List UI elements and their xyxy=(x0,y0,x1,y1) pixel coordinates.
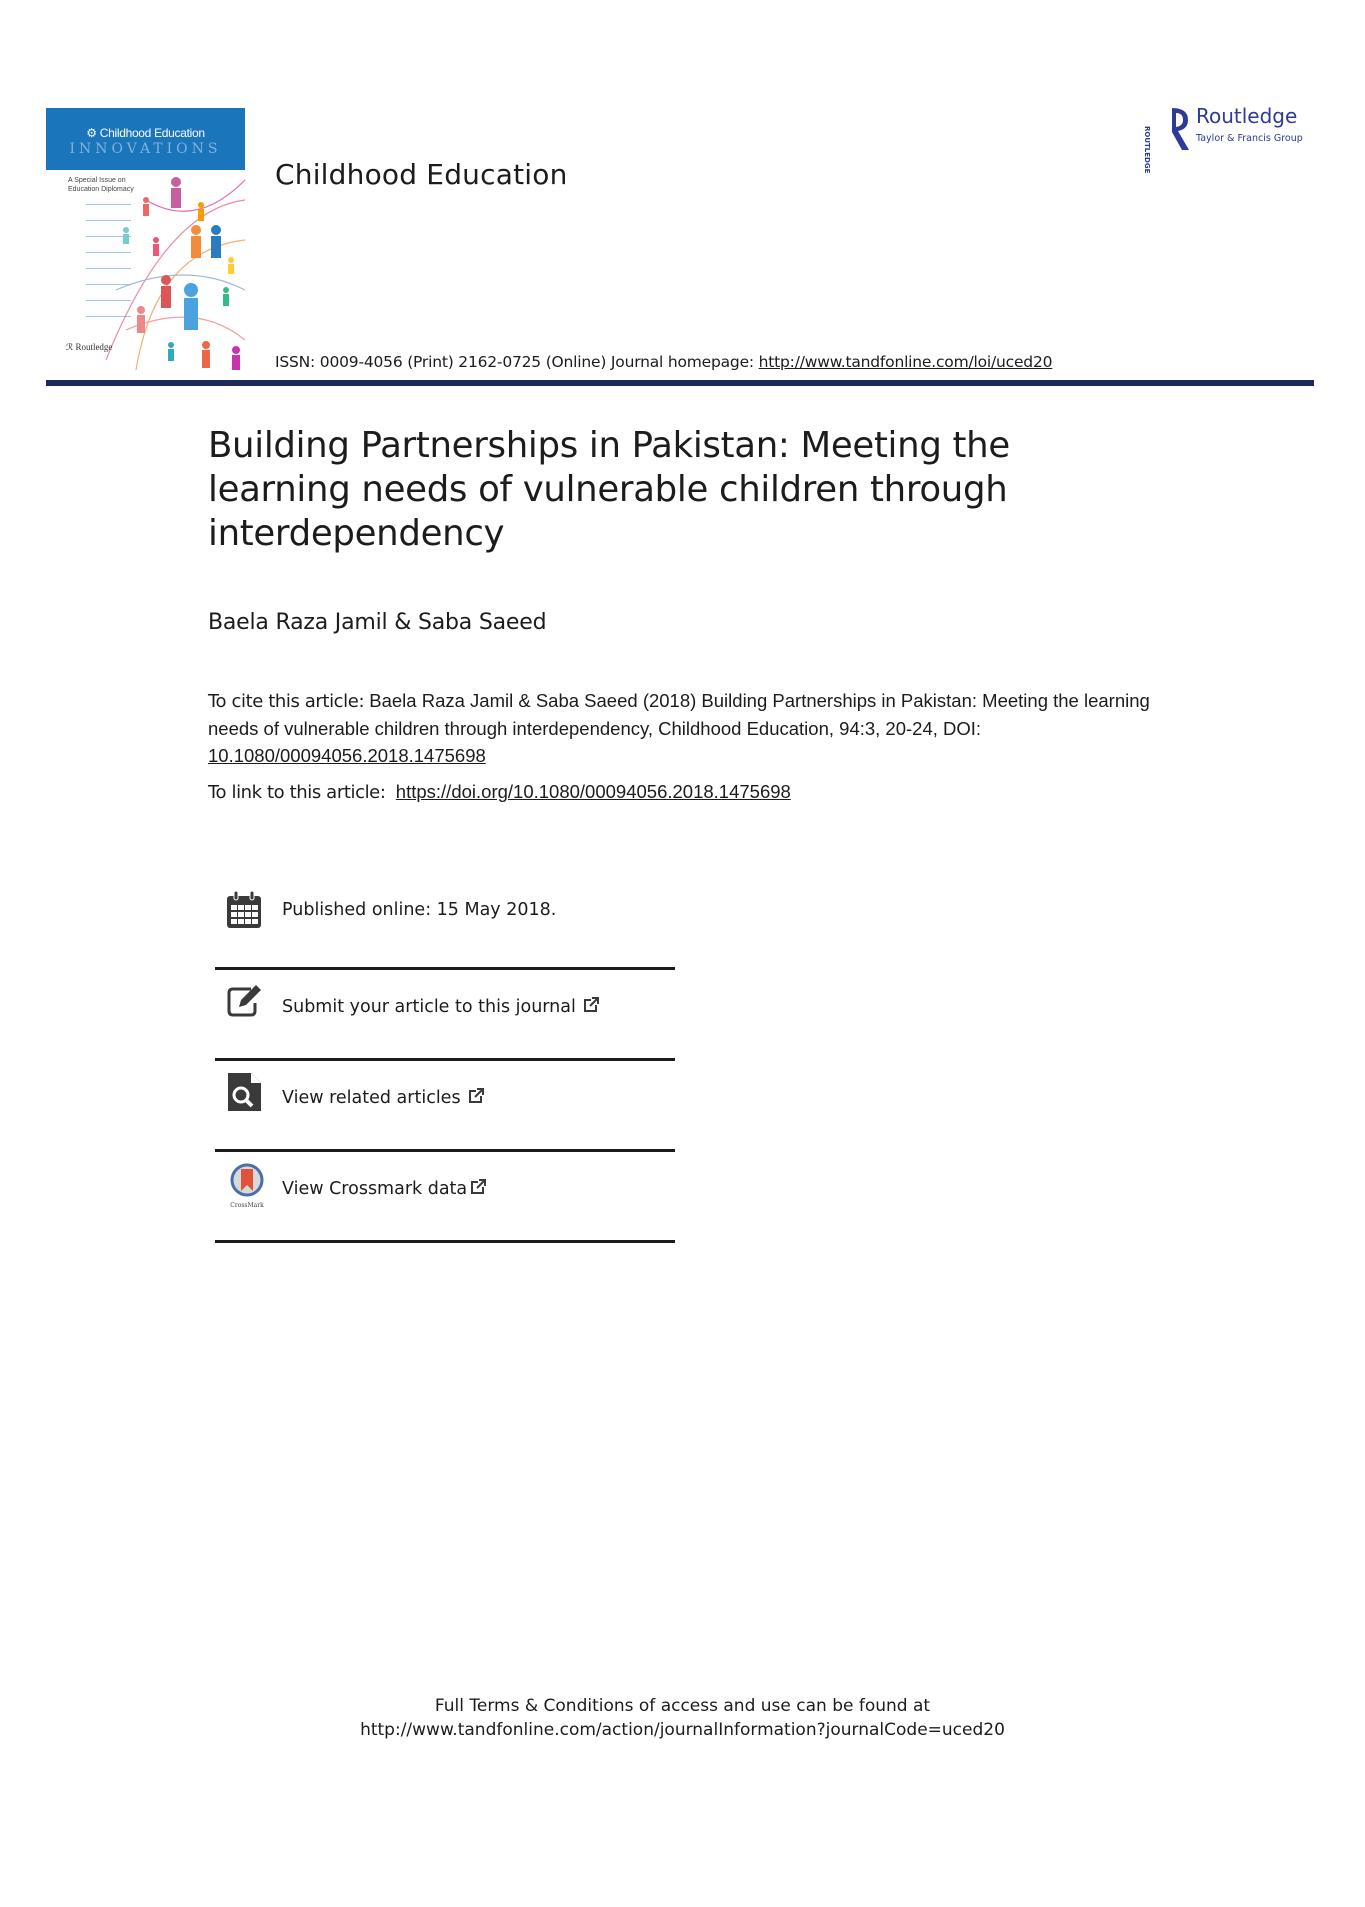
cover-illustration xyxy=(46,170,245,370)
cover-series: INNOVATIONS xyxy=(69,141,222,157)
crossmark-text: View Crossmark data xyxy=(282,1179,468,1199)
issn-text: ISSN: 0009-4056 (Print) 2162-0725 (Online) Journal homepage: xyxy=(275,353,759,371)
published-date: Published online: 15 May 2018. xyxy=(282,900,557,920)
article-link-line xyxy=(208,781,791,803)
crossmark-icon xyxy=(225,1163,269,1209)
external-link-icon xyxy=(467,1088,484,1104)
crossmark-logo-text: CrossMark xyxy=(230,1202,264,1209)
external-link-icon xyxy=(582,997,599,1013)
divider xyxy=(215,1058,675,1061)
related-articles-link[interactable] xyxy=(215,1066,675,1146)
crossmark-link[interactable] xyxy=(215,1157,675,1237)
cite-label: To cite this article: xyxy=(208,691,365,712)
terms-footer xyxy=(0,1694,1365,1742)
terms-line: Full Terms & Conditions of access and use can be found at xyxy=(434,1696,931,1716)
publisher-name: Routledge xyxy=(1196,104,1298,128)
issn-line xyxy=(275,353,1052,371)
edit-icon xyxy=(225,981,265,1021)
citation-block xyxy=(208,687,1168,769)
article-authors: Baela Raza Jamil & Saba Saeed xyxy=(208,610,547,635)
divider xyxy=(215,1240,675,1243)
publisher-tagline: Taylor & Francis Group xyxy=(1196,133,1303,144)
published-row xyxy=(215,890,675,934)
header-divider xyxy=(46,380,1314,386)
cover-subtitle-line1: A Special Issue on xyxy=(68,177,126,184)
cover-header-band xyxy=(46,108,245,170)
link-label: To link to this article: xyxy=(208,782,386,803)
divider xyxy=(215,967,675,970)
external-link-icon xyxy=(469,1179,486,1195)
cover-publisher-mark-text: Routledge xyxy=(75,342,113,352)
cover-publisher-mark: ℛ Routledge xyxy=(66,342,113,352)
related-articles-text: View related articles xyxy=(282,1088,461,1108)
journal-title: Childhood Education xyxy=(275,158,568,191)
document-search-icon xyxy=(225,1072,265,1112)
divider xyxy=(215,1149,675,1152)
publisher-logo xyxy=(1143,104,1328,174)
cover-journal-name: ⚙ Childhood Education xyxy=(86,126,205,140)
submit-article-label xyxy=(282,997,599,1017)
article-doi-url-link[interactable]: https://doi.org/10.1080/00094056.2018.1475698 xyxy=(395,781,791,802)
submit-article-link[interactable] xyxy=(215,975,675,1055)
doi-link[interactable]: 10.1080/00094056.2018.1475698 xyxy=(208,745,486,766)
journal-cover-image xyxy=(46,108,245,370)
routledge-r-icon xyxy=(1143,104,1192,174)
related-articles-label xyxy=(282,1088,484,1108)
crossmark-label xyxy=(282,1179,486,1199)
submit-article-text: Submit your article to this journal xyxy=(282,997,576,1017)
terms-url[interactable]: http://www.tandfonline.com/action/journalInformation?journalCode=uced20 xyxy=(360,1720,1005,1740)
cite-text: Baela Raza Jamil & Saba Saeed (2018) Building Partnerships in Pakistan: Meeting the learning needs of vulnerable children through interdependency, Childhood Education, 94:3, 20-24, DOI: xyxy=(208,690,1150,739)
journal-homepage-link[interactable]: http://www.tandfonline.com/loi/uced20 xyxy=(758,353,1053,371)
article-title: Building Partnerships in Pakistan: Meeting the learning needs of vulnerable children through interdependency xyxy=(208,425,1010,554)
cover-subtitle-line2: Education Diplomacy xyxy=(68,186,134,193)
cover-journal-name-text: Childhood Education xyxy=(99,126,205,140)
svg-text:ROUTLEDGE: ROUTLEDGE xyxy=(1143,126,1151,174)
calendar-icon xyxy=(225,890,265,930)
